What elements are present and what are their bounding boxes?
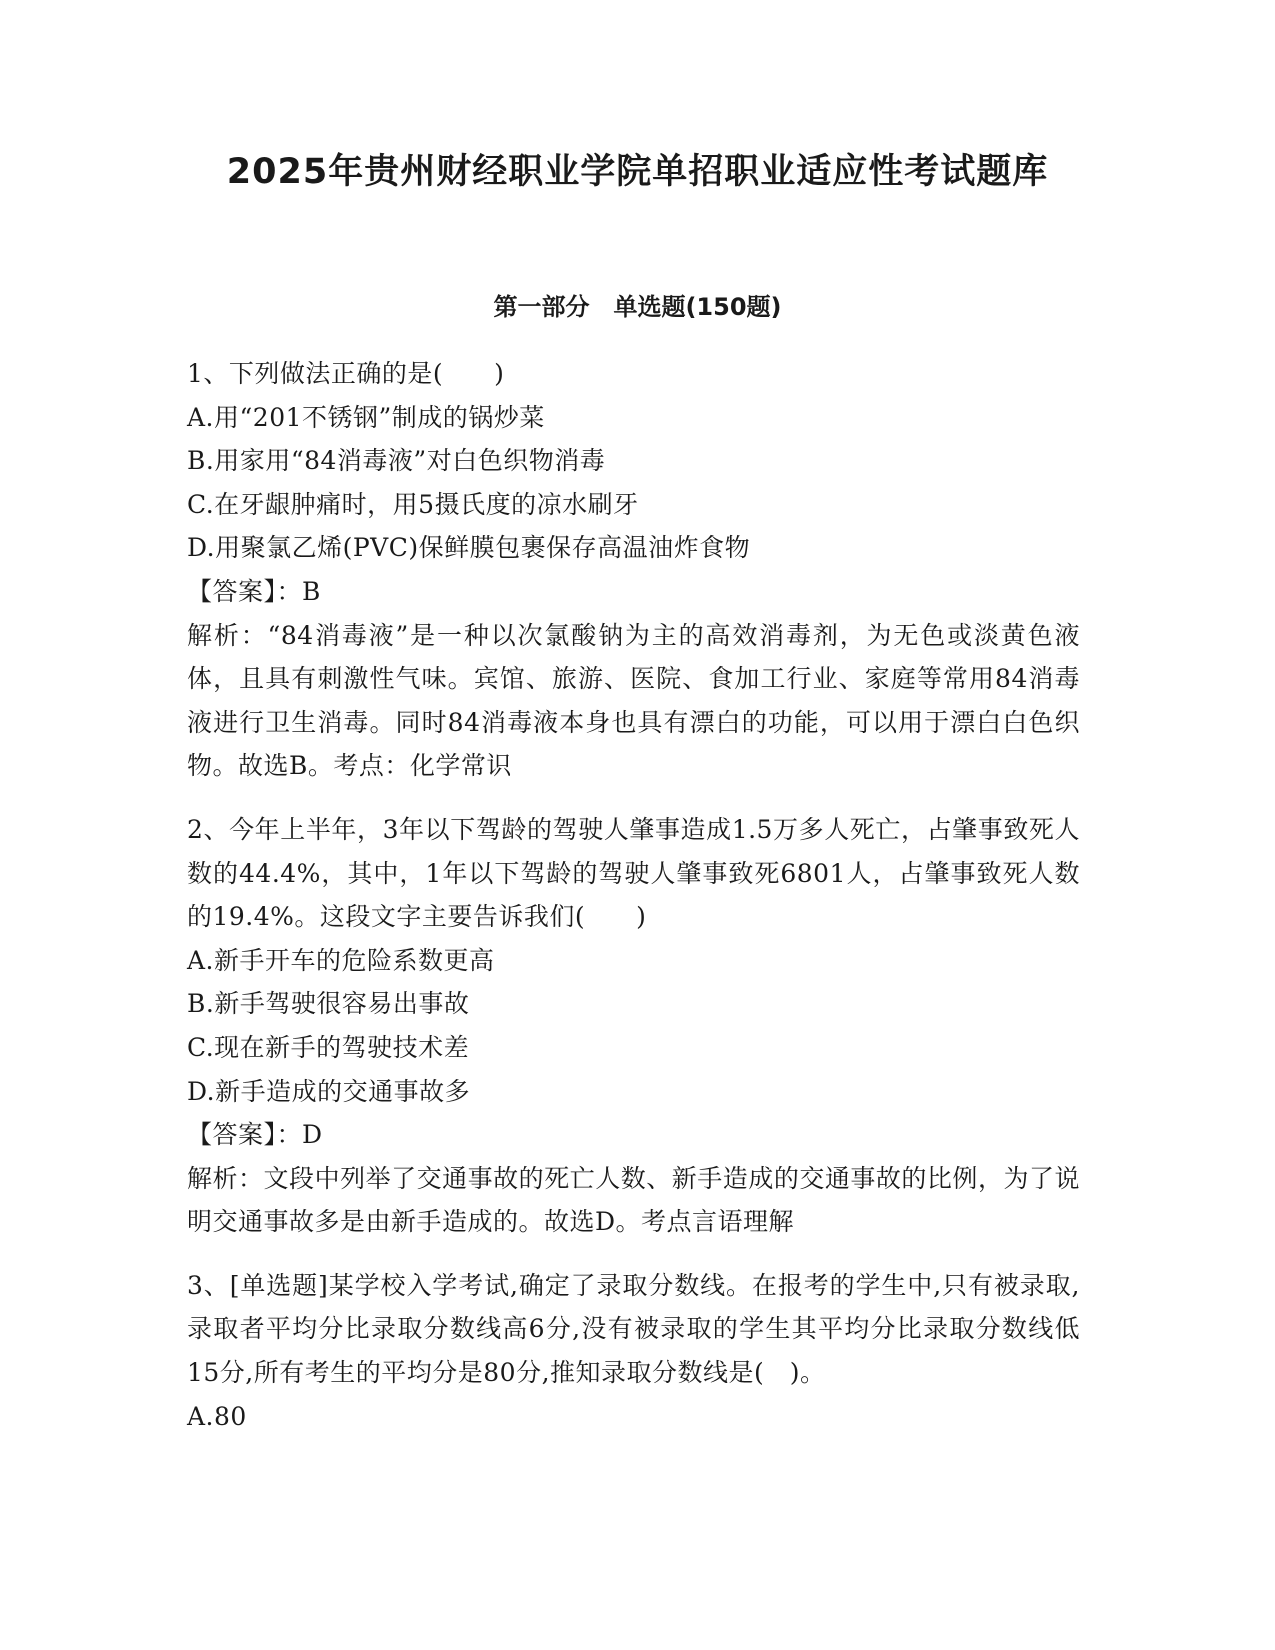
section-title: 第一部分 单选题(150题) [493, 293, 782, 321]
option-a: A.用“201不锈钢”制成的锅炒菜 [187, 402, 545, 432]
question-stem: 3、[单选题]某学校入学考试,确定了录取分数线。在报考的学生中,只有被录取,录取者平均分比录取分数线高6分,没有被录取的学生其平均分比录取分数线低15分,所有考生的平均分是80分,推知录取分数线是( )。 [187, 1270, 1080, 1388]
option-a: A.80 [187, 1401, 247, 1431]
question-list [187, 352, 1080, 1458]
question-3 [187, 1264, 1080, 1438]
option-c: C.在牙龈肿痛时，用5摄氏度的凉水刷牙 [187, 489, 639, 519]
explanation: 解析：文段中列举了交通事故的死亡人数、新手造成的交通事故的比例，为了说明交通事故多是由新手造成的。故选D。考点言语理解 [187, 1163, 1080, 1237]
answer-label: 【答案】： [187, 576, 303, 606]
explanation: 解析：“84消毒液”是一种以次氯酸钠为主的高效消毒剂，为无色或淡黄色液体，且具有刺激性气味。宾馆、旅游、医院、食加工行业、家庭等常用84消毒液进行卫生消毒。同时84消毒液本身也具有漂白的功能，可以用于漂白白色织物。故选B。考点：化学常识 [187, 620, 1080, 781]
option-d: D.新手造成的交通事故多 [187, 1076, 471, 1106]
answer-label: 【答案】： [187, 1120, 303, 1150]
option-d: D.用聚氯乙烯(PVC)保鲜膜包裹保存高温油炸食物 [187, 533, 751, 563]
question-2 [187, 808, 1080, 1244]
question-stem: 2、今年上半年，3年以下驾龄的驾驶人肇事造成1.5万多人死亡，占肇事致死人数的44.4%，其中，1年以下驾龄的驾驶人肇事致死6801人，占肇事致死人数的19.4%。这段文字主要告诉我们( ) [187, 814, 1080, 932]
option-c: C.现在新手的驾驶技术差 [187, 1032, 470, 1062]
answer-line [187, 1113, 1080, 1157]
question-1 [187, 352, 1080, 788]
answer-value: D [302, 1120, 323, 1150]
document-title: 2025年贵州财经职业学院单招职业适应性考试题库 [226, 152, 1049, 192]
question-stem: 1、下列做法正确的是( ) [187, 359, 505, 388]
option-a: A.新手开车的危险系数更高 [187, 945, 495, 975]
answer-line [187, 570, 1080, 614]
option-b: B.新手驾驶很容易出事故 [187, 989, 470, 1019]
answer-value: B [302, 576, 321, 606]
option-b: B.用家用“84消毒液”对白色织物消毒 [187, 446, 606, 476]
